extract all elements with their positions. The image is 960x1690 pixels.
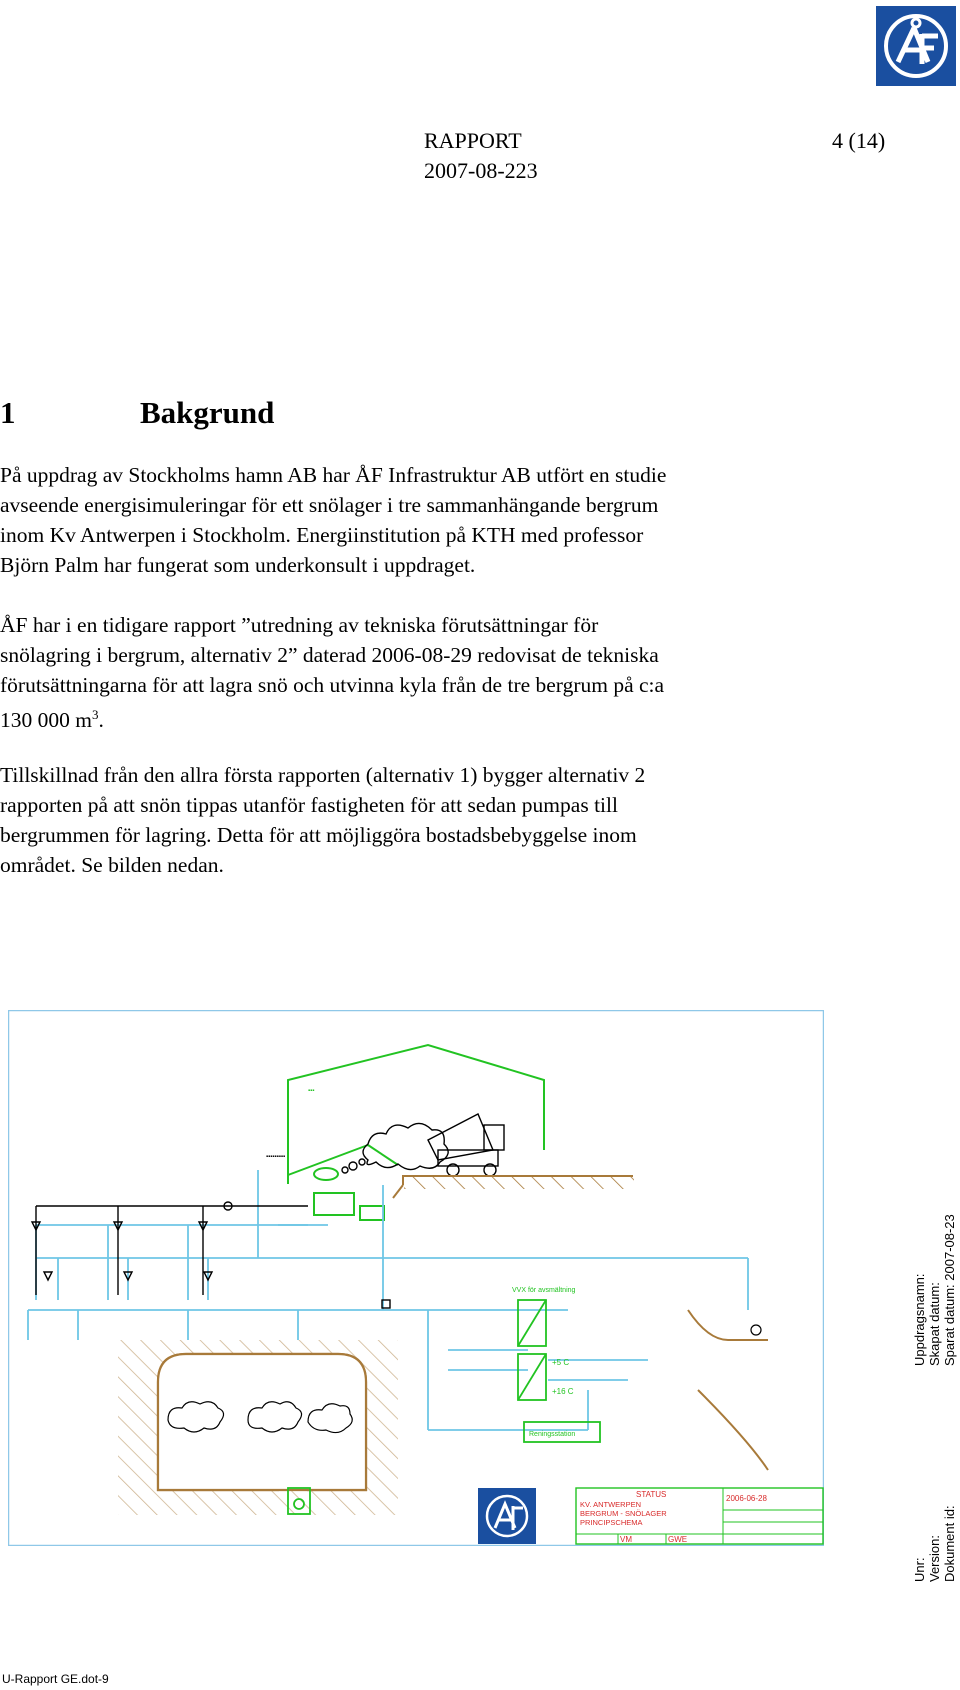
section-number: 1 <box>0 395 16 430</box>
drawing-date: 2006-06-28 <box>726 1494 767 1503</box>
section-title: Bakgrund <box>140 395 275 430</box>
page-number: 4 (14) <box>832 128 886 153</box>
slope-terrain <box>688 1310 768 1470</box>
text-line: Björn Palm har fungerat som underkonsult i uppdraget. <box>0 553 476 577</box>
dump-truck <box>428 1114 504 1176</box>
sidebar-line: Sparat datum: 2007-08-23 <box>942 1214 957 1366</box>
sidebar-line: Version: <box>927 1535 942 1582</box>
text-line: rapporten på att snön tippas utanför fastigheten för att sedan pumpas till <box>0 793 618 817</box>
footer-template-name: U-Rapport GE.dot-9 <box>2 1672 109 1686</box>
paragraph-1 <box>0 460 860 580</box>
principle-schematic-drawing <box>8 1010 824 1546</box>
text-line: bergrummen för lagring. Detta för att möjliggöra bostadsbebyggelse inom <box>0 823 637 847</box>
paragraph-2 <box>0 610 860 735</box>
checked-by: GWE <box>668 1535 688 1544</box>
text-line: ÅF har i en tidigare rapport ”utredning av tekniska förutsättningar för <box>0 613 599 637</box>
sidebar-line: Unr: <box>912 1557 927 1582</box>
text-line: inom Kv Antwerpen i Stockholm. Energiinstitution på KTH med professor <box>0 523 644 547</box>
volume-exponent: 3 <box>91 707 99 722</box>
outlet-pump-icon <box>751 1325 761 1335</box>
cavern-void <box>158 1354 366 1490</box>
report-label: RAPPORT <box>424 128 522 153</box>
text-line: På uppdrag av Stockholms hamn AB har ÅF Infrastruktur AB utfört en studie <box>0 463 667 487</box>
af-logo <box>876 6 956 86</box>
sidebar-line: Uppdragsnamn: <box>912 1273 927 1366</box>
sidebar-top-metadata <box>912 1214 957 1366</box>
text-line: förutsättningarna för att lagra snö och utvinna kyla från de tre bergrum på c:a <box>0 673 665 697</box>
text-line: avseende energisimuleringar för ett snölager i tre sammanhängande bergrum <box>0 493 659 517</box>
project-line-2: BERGRUM - SNÖLAGER <box>580 1509 667 1518</box>
project-line-1: KV. ANTWERPEN <box>580 1500 641 1509</box>
sidebar-line: Dokument id: <box>942 1505 957 1582</box>
project-line-3: PRINCIPSCHEMA <box>580 1518 643 1527</box>
building-label-mark: ▪▪▪ <box>308 1088 315 1094</box>
heat-exchanger-label: VVX för avsmältning <box>512 1287 576 1294</box>
title-block <box>478 1488 823 1544</box>
tipping-label-mark: ▪▪▪▪▪▪▪▪▪ <box>266 1154 286 1160</box>
document-number: 2007-08-223 <box>424 158 538 183</box>
text-line: snölagring i bergrum, alternativ 2” daterad 2006-08-29 redovisat de tekniska <box>0 643 659 667</box>
ground-hatch <box>404 1177 634 1189</box>
temp-label-cold: +5 C <box>552 1358 570 1367</box>
snow-storage-building <box>288 1045 544 1220</box>
text-line-volume <box>0 700 860 735</box>
volume-period: . <box>98 708 104 733</box>
text-line: området. Se bilden nedan. <box>0 853 224 877</box>
status-label: STATUS <box>636 1490 667 1499</box>
return-line <box>32 1202 390 1308</box>
drawn-by: VM <box>620 1535 632 1544</box>
sidebar-bottom-metadata <box>912 1505 957 1582</box>
cleaning-station-label: Reningsstation <box>529 1431 576 1438</box>
volume-value: 130 000 m <box>0 708 92 733</box>
text-line: Tillskillnad från den allra första rapporten (alternativ 1) bygger alternativ 2 <box>0 763 646 787</box>
sidebar-line: Skapat datum: <box>927 1282 942 1366</box>
temp-label-warm: +16 C <box>552 1387 574 1396</box>
paragraph-3 <box>0 760 860 880</box>
